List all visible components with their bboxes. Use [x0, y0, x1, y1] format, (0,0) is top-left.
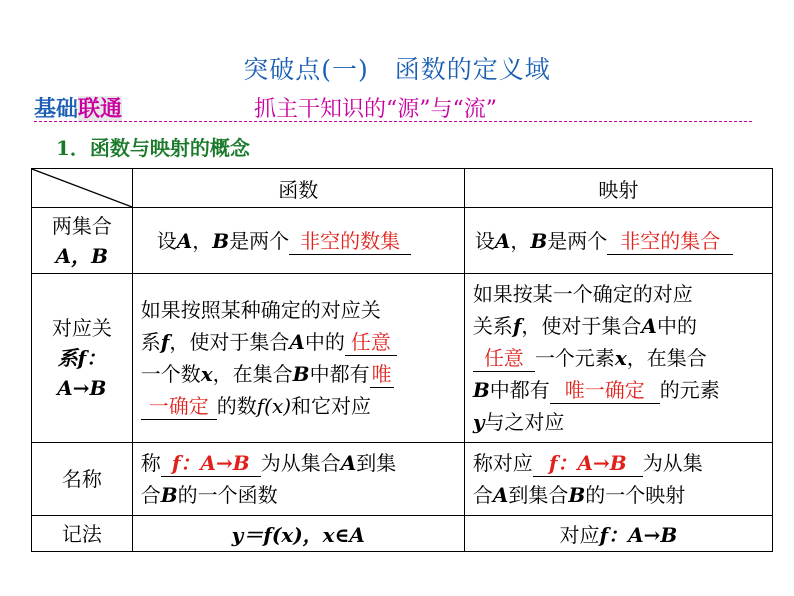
text-line: [141, 358, 456, 390]
var-a: A: [340, 451, 357, 475]
cell-mapping-name: [464, 443, 772, 516]
text: ，: [192, 228, 213, 253]
expr-f: f：A→B: [599, 523, 678, 547]
text: 为从集合: [260, 451, 341, 475]
var-a: A: [492, 483, 509, 507]
cell-function-sets: [132, 208, 464, 274]
text: 设: [156, 228, 177, 253]
var-a: A: [494, 228, 511, 253]
row-label-sets: [32, 208, 133, 274]
text-line: 如果按照某种确定的对应关: [140, 298, 381, 322]
table-row-notation: [32, 516, 773, 552]
var-b: B: [292, 362, 310, 386]
text: 的一个映射: [585, 483, 686, 507]
answer-blank: 唯一确定: [550, 377, 660, 404]
answer-blank: f：A→B: [533, 450, 643, 477]
var-a: A: [176, 228, 193, 253]
text: 是两个: [229, 228, 290, 253]
cell-mapping-notation: [464, 516, 772, 552]
subheader-bar: [34, 92, 752, 124]
var-b: B: [160, 483, 178, 507]
text: 合: [140, 483, 161, 507]
subheader-divider: [34, 121, 752, 122]
diagonal-header-cell: [32, 169, 133, 208]
text: ，使对于集合: [169, 330, 290, 354]
answer-blank: 非空的数集: [289, 228, 411, 255]
text-line: [141, 479, 456, 511]
text: 系: [140, 330, 161, 354]
var-x: x: [614, 346, 627, 370]
text-line: [473, 310, 764, 342]
expr-fx: f(x): [256, 394, 292, 418]
var-a: A: [289, 330, 305, 354]
text: 和它对应: [291, 394, 372, 418]
text: 一个数: [140, 362, 201, 386]
text-line: [473, 374, 764, 406]
text: 为从集: [642, 451, 703, 475]
text: 合: [472, 483, 493, 507]
text: ，: [510, 228, 531, 253]
text-line: 如果按某一个确定的对应: [472, 282, 693, 306]
header-function: 函数: [132, 169, 464, 208]
subheader-left: [34, 92, 122, 123]
answer-blank: 任意: [345, 329, 397, 356]
text: 是两个: [547, 228, 608, 253]
text: 称: [140, 451, 161, 475]
section-heading: 1．函数与映射的概念: [56, 136, 250, 160]
var-y: y: [472, 410, 485, 434]
text: 设: [474, 228, 495, 253]
row-label-notation: 记法: [32, 516, 133, 552]
text: 对应: [559, 523, 600, 547]
cell-mapping-sets: [464, 208, 772, 274]
var-f: f: [512, 314, 522, 338]
concept-table: [31, 168, 773, 552]
text-line: [473, 342, 764, 374]
row-label-line: 系f：: [57, 346, 107, 370]
title-part1: 突破点(一): [243, 55, 369, 84]
answer-blank: 任意: [473, 345, 535, 372]
text: ，在集合: [212, 362, 293, 386]
page-title: [0, 50, 794, 86]
answer-blank: 一确定: [141, 393, 217, 420]
cell-function-notation: y＝f(x)，x∈A: [132, 516, 464, 552]
text: 称对应: [472, 451, 533, 475]
var-a: A: [641, 314, 657, 338]
subheader-right: 抓主干知识的“源”与“流”: [254, 97, 497, 122]
text: 到集合: [508, 483, 569, 507]
var-b: B: [530, 228, 548, 253]
diagonal-line: [32, 169, 132, 207]
table-row-name: [32, 443, 773, 516]
text: 与之对应: [484, 410, 565, 434]
text: 的元素: [659, 378, 720, 402]
text: 的一个函数: [177, 483, 278, 507]
cell-function-name: [132, 443, 464, 516]
var-x: x: [200, 362, 213, 386]
row-label-line: 对应关: [51, 316, 112, 340]
text-line: [473, 479, 764, 511]
text-line: [141, 326, 456, 358]
answer-blank: f：A→B: [161, 450, 261, 477]
row-label-correspondence: [32, 274, 133, 443]
row-label-line: A→B: [57, 376, 107, 400]
row-label-sets-line2: A，B: [55, 243, 109, 268]
row-label-sets-line1: 两集合: [51, 213, 112, 238]
var-f: f: [160, 330, 170, 354]
row-label-name: 名称: [32, 443, 133, 516]
table-row-correspondence: [32, 274, 773, 443]
answer-blank: 唯: [371, 362, 392, 386]
text-line: [473, 447, 764, 479]
text: 关系: [472, 314, 513, 338]
text: 中的: [304, 330, 345, 354]
var-b: B: [472, 378, 490, 402]
text: 一个元素: [534, 346, 615, 370]
var-b: B: [212, 228, 230, 253]
text-line: [141, 390, 456, 422]
subheader-left-b: 联通: [78, 96, 123, 122]
text-line: [473, 406, 764, 438]
var-b: B: [568, 483, 586, 507]
cell-mapping-correspondence: [464, 274, 772, 443]
title-part2: 函数的定义域: [394, 55, 551, 84]
subheader-left-a: 基础: [34, 96, 79, 122]
table-header-row: [32, 169, 773, 208]
text: 中的: [656, 314, 697, 338]
text: 中都有: [489, 378, 550, 402]
text: ，使对于集合: [521, 314, 642, 338]
text: 中都有: [309, 362, 370, 386]
text-line: [141, 447, 456, 479]
answer-blank: 非空的集合: [607, 228, 733, 255]
text: ，在集合: [626, 346, 707, 370]
text: 的数: [216, 394, 257, 418]
table-row-sets: [32, 208, 773, 274]
cell-function-correspondence: [132, 274, 464, 443]
header-mapping: 映射: [464, 169, 772, 208]
text: 到集: [356, 451, 397, 475]
